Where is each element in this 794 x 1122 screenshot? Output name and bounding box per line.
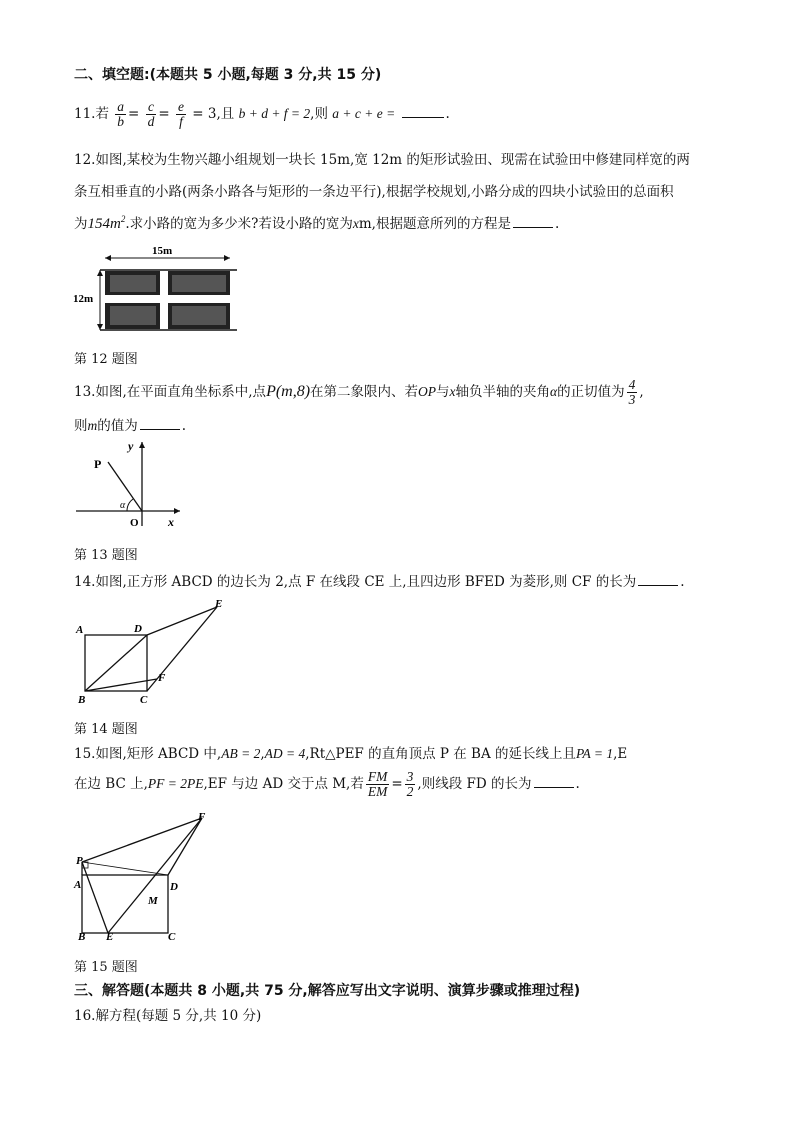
- q15-label-m: M: [148, 895, 158, 907]
- q12-var: x: [352, 216, 359, 231]
- q15-end: .: [575, 776, 580, 793]
- q15-pf: PF = 2PE: [147, 776, 204, 792]
- q13-denominator: 3: [628, 392, 636, 408]
- q14-label-e: E: [215, 598, 223, 610]
- q15-label-b: B: [78, 931, 86, 943]
- q15-mid-2: ,EF 与边 AD 交于点 M,若: [203, 776, 364, 793]
- q12-vertical-path: [160, 271, 168, 329]
- q15-line-1: [74, 742, 627, 762]
- q13-point: P(m,8): [266, 383, 311, 401]
- q11-f2-numerator: c: [146, 100, 157, 115]
- q14-label-d: D: [134, 623, 142, 635]
- q15-ad: AD = 4: [264, 746, 306, 761]
- q15-prefix: 15.如图,矩形 ABCD 中,: [74, 746, 222, 762]
- q13-numerator: 4: [628, 377, 636, 392]
- q15-text: ,则线段 FD 的长为: [417, 776, 532, 793]
- q11-number: 11.若: [74, 106, 109, 123]
- q11-f3-numerator: e: [178, 99, 184, 114]
- q13-label-p: P: [94, 457, 102, 471]
- q11-ask: ,则: [310, 106, 328, 123]
- q13-m: m: [87, 418, 98, 433]
- q13-prefix: 13.如图,在平面直角坐标系中,点: [74, 384, 267, 401]
- q12-plot-3: [110, 306, 156, 325]
- q15-value-denominator: 2: [406, 784, 414, 800]
- q14-label-b: B: [78, 694, 86, 706]
- q15-label-f: F: [198, 811, 206, 823]
- question-16: 16.解方程(每题 5 分,共 10 分): [74, 1008, 262, 1024]
- q11-answer-blank[interactable]: [402, 117, 444, 118]
- q15-prefix-2: 在边 BC 上,: [74, 776, 148, 793]
- q14-caption: 第 14 题图: [74, 722, 138, 737]
- q14-square-figure: [72, 595, 232, 707]
- q13-then: 则: [74, 418, 88, 434]
- q11-end: .: [445, 106, 450, 123]
- q13-mid-2: 与: [436, 384, 450, 401]
- q12-field-figure: [72, 240, 242, 335]
- q12-height-label: 12m: [73, 293, 94, 305]
- q13-op: OP: [418, 384, 437, 400]
- q12-plot-1: [110, 275, 156, 292]
- q11-fraction-1: [115, 100, 126, 129]
- section-3-title: 三、解答题(本题共 8 小题,共 75 分,解答应写出文字说明、演算步骤或推理过程): [74, 983, 581, 999]
- q15-label-p: P: [76, 855, 83, 867]
- q15-line1-end: ,E: [613, 746, 628, 762]
- q12-plot-2: [172, 275, 226, 292]
- q13-label-o: O: [130, 517, 139, 529]
- q13-fraction: [627, 378, 638, 407]
- q12-area: [88, 216, 126, 232]
- q11-f1-denominator: b: [117, 114, 125, 130]
- q14-line: [74, 570, 685, 590]
- q15-segment-pd: [82, 862, 168, 875]
- q15-value-fraction: [405, 770, 416, 799]
- q15-label-e: E: [106, 931, 114, 943]
- q13-y-arrow: [139, 442, 145, 448]
- q11-f2-denominator: d: [147, 114, 155, 130]
- q14-label-f: F: [158, 672, 166, 684]
- q11-condition: b + d + f = 2: [238, 106, 311, 122]
- q15-ab: AB = 2: [221, 746, 261, 761]
- q15-equals: =: [391, 776, 403, 793]
- q14-segment-de: [147, 607, 217, 635]
- q12-line-2: 条互相垂直的小路(两条小路各与矩形的一条边平行),根据学校规划,小路分成的四块小试验田的总面积: [74, 184, 674, 200]
- q12-end: .: [554, 216, 560, 232]
- q13-value-of: 的值为: [97, 418, 138, 434]
- q14-label-a: A: [76, 624, 84, 636]
- q14-text: 14.如图,正方形 ABCD 的边长为 2,点 F 在线段 CE 上,且四边形 BFED 为菱形,则 CF 的长为: [74, 574, 637, 590]
- q11-fraction-3: [176, 100, 186, 129]
- q15-caption: 第 15 题图: [74, 960, 138, 975]
- q13-mid: 在第二象限内、若: [310, 384, 419, 401]
- q13-x: x: [449, 384, 456, 400]
- q13-end: .: [181, 418, 187, 434]
- q15-line-2: [74, 770, 580, 799]
- q13-label-y: y: [128, 439, 134, 453]
- q11-expression: a + c + e =: [332, 106, 396, 122]
- q13-angle-arc: [127, 499, 133, 511]
- q15-ratio-denominator: EM: [367, 784, 388, 800]
- q15-answer-blank[interactable]: [534, 787, 574, 788]
- q15-label-c: C: [168, 931, 176, 943]
- q11-f1-numerator: a: [117, 99, 125, 114]
- q13-x-arrow: [174, 508, 180, 514]
- q15-label-d: D: [170, 881, 178, 893]
- q12-area-value: 154m: [87, 216, 121, 232]
- q13-alpha: α: [550, 384, 558, 400]
- q12-line-3: [74, 212, 559, 233]
- q13-line-1: [74, 378, 644, 407]
- q15-ratio-fraction: [366, 770, 390, 799]
- question-11: 11.若 $\frac{a}{b}$ = $\frac{c}{d}$ = $\frac{e}{f}$ = 3,且 b + d + f = 2,则 a + c + e = .: [74, 99, 450, 130]
- q15-sep: ,: [260, 746, 265, 762]
- q12-plot-4: [172, 306, 226, 325]
- q12-prefix: 为: [74, 216, 88, 232]
- q13-label-x: x: [168, 515, 174, 529]
- q15-label-a: A: [74, 879, 82, 891]
- q13-line-2: [74, 414, 186, 434]
- q15-pa: PA = 1: [576, 746, 614, 761]
- q14-answer-blank[interactable]: [638, 585, 678, 586]
- q15-mid: ,Rt△PEF 的直角顶点 P 在 BA 的延长线上且: [305, 746, 577, 762]
- q12-text: .求小路的宽为多少米?若设小路的宽为: [125, 216, 353, 232]
- q12-text-2: m,根据题意所列的方程是: [358, 216, 511, 232]
- q15-rectangle-figure: [70, 810, 220, 945]
- q13-comma: ,: [639, 384, 644, 401]
- q14-label-c: C: [140, 694, 148, 706]
- q12-area-exponent: 2: [120, 214, 126, 224]
- q12-width-label: 15m: [152, 245, 173, 257]
- q12-caption: 第 12 题图: [74, 352, 138, 367]
- q13-mid-3: 轴负半轴的夹角: [455, 384, 551, 401]
- q13-mid-4: 的正切值为: [557, 384, 625, 401]
- q13-label-alpha: α: [120, 500, 126, 511]
- q12-line-1: 12.如图,某校为生物兴趣小组规划一块长 15m,宽 12m 的矩形试验田、现需在试验田中修建同样宽的两: [74, 152, 690, 168]
- q11-f3-denominator: f: [179, 114, 183, 130]
- q15-segment-df: [168, 818, 202, 875]
- section-2-title: 二、填空题:(本题共 5 小题,每题 3 分,共 15 分): [74, 67, 382, 83]
- q13-answer-blank[interactable]: [140, 429, 180, 430]
- q11-fraction-2: [146, 100, 157, 129]
- q13-caption: 第 13 题图: [74, 548, 138, 563]
- q15-value-numerator: 3: [406, 769, 414, 784]
- q11-equals: = 3,且: [192, 106, 235, 123]
- q12-answer-blank[interactable]: [513, 227, 553, 228]
- q15-segment-pe: [82, 862, 108, 933]
- q13-coordinate-figure: [72, 436, 187, 531]
- q15-ratio-numerator: FM: [367, 769, 388, 784]
- q14-end: .: [680, 574, 685, 590]
